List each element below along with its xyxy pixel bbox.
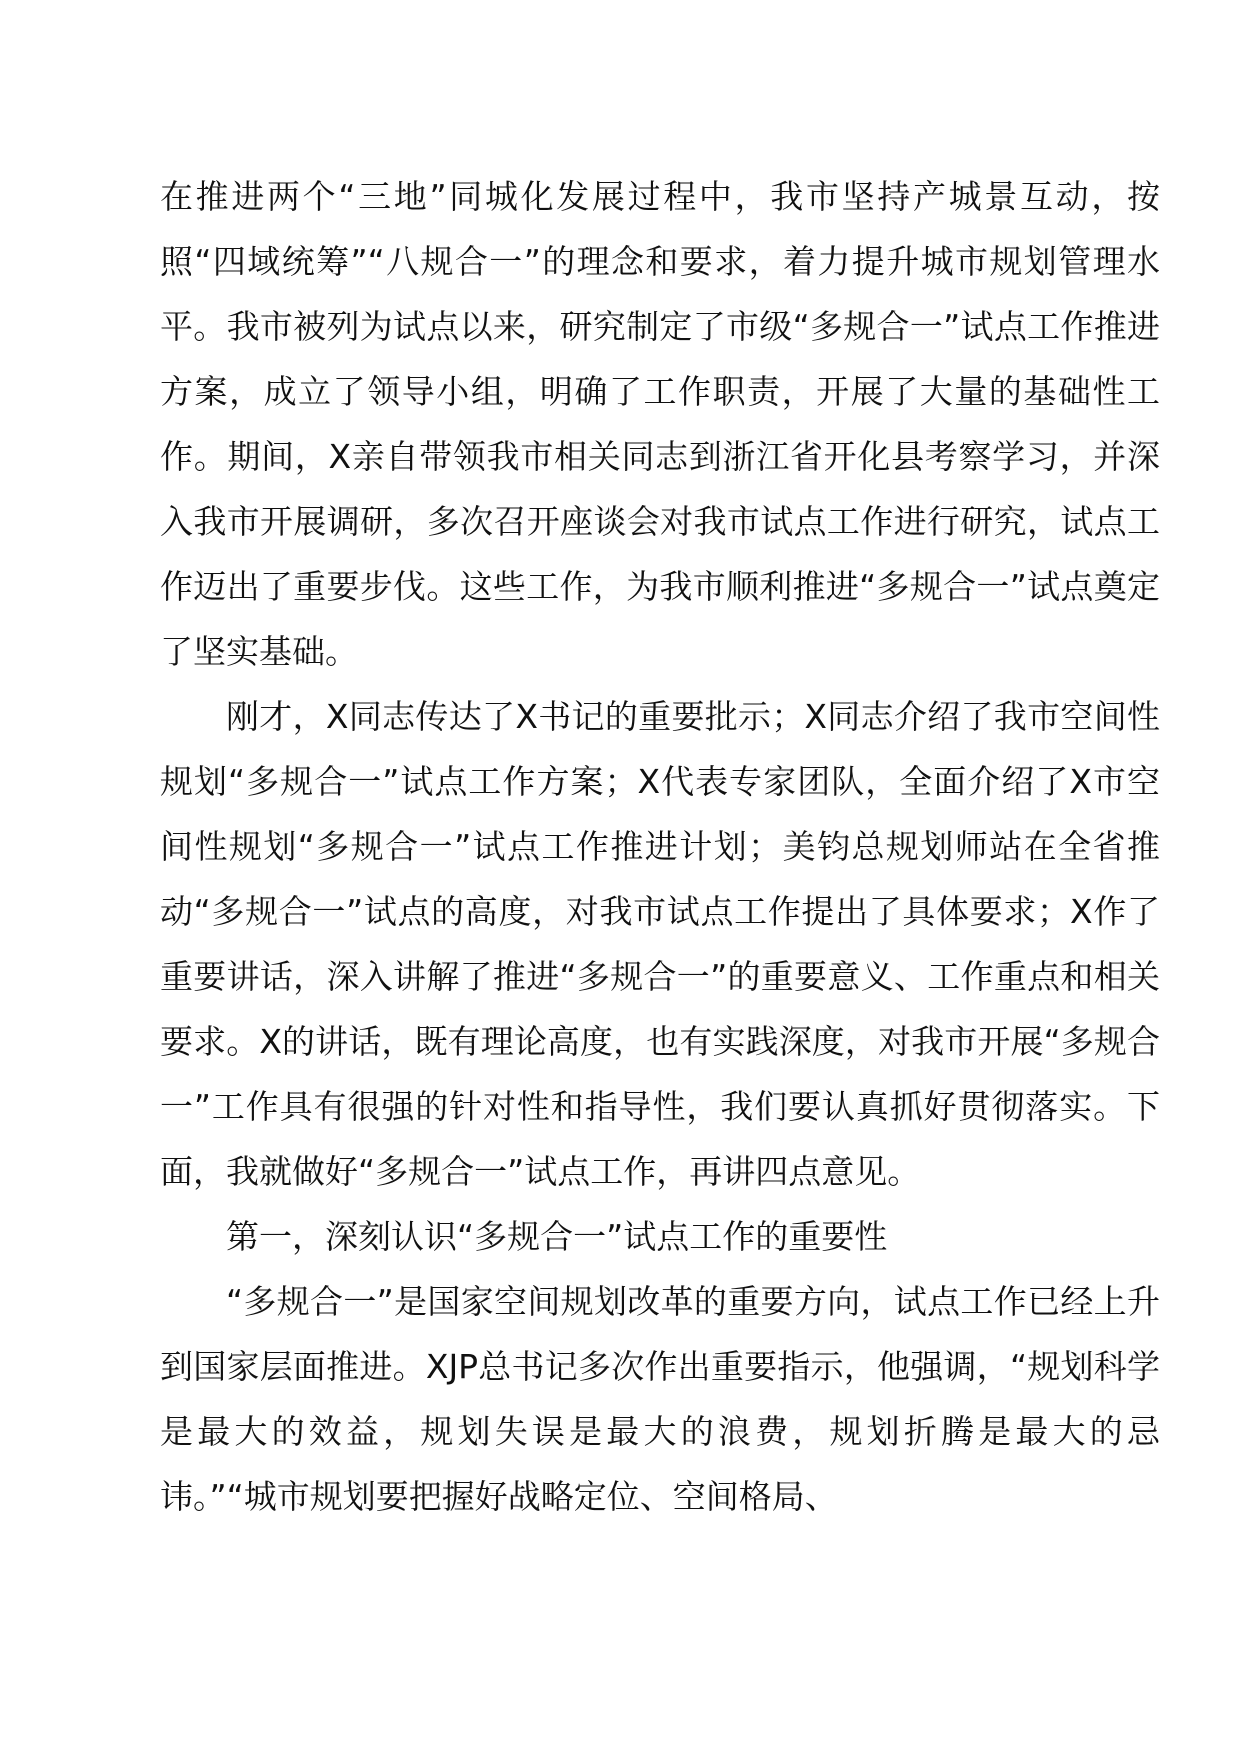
paragraph-continuation: 在推进两个“三地”同城化发展过程中，我市坚持产城景互动，按照“四域统筹”“八规合一”的理念和要求，着力提升城市规划管理水平。我市被列为试点以来，研究制定了市级“多规合一”试点工作推进方案，成立了领导小组，明确了工作职责，开展了大量的基础性工作。期间，X亲自带领我市相关同志到浙江省开化县考察学习，并深入我市开展调研，多次召开座谈会对我市试点工作进行研究，试点工作迈出了重要步伐。这些工作，为我市顺利推进“多规合一”试点奠定了坚实基础。 <box>160 177 1160 671</box>
document-body <box>160 164 1160 1529</box>
paragraph-summary: 刚才，X同志传达了X书记的重要批示；X同志介绍了我市空间性规划“多规合一”试点工作方案；X代表专家团队，全面介绍了X市空间性规划“多规合一”试点工作推进计划；美钧总规划师站在全省推动“多规合一”试点的高度，对我市试点工作提出了具体要求；X作了重要讲话，深入讲解了推进“多规合一”的重要意义、工作重点和相关要求。X的讲话，既有理论高度，也有实践深度，对我市开展“多规合一”工作具有很强的针对性和指导性，我们要认真抓好贯彻落实。下面，我就做好“多规合一”试点工作，再讲四点意见。 <box>160 697 1160 1191</box>
paragraph-body: “多规合一”是国家空间规划改革的重要方向，试点工作已经上升到国家层面推进。XJP总书记多次作出重要指示，他强调，“规划科学是最大的效益，规划失误是最大的浪费，规划折腾是最大的忌讳。”“城市规划要把握好战略定位、空间格局、 <box>160 1282 1160 1516</box>
section-heading: 第一，深刻认识“多规合一”试点工作的重要性 <box>226 1217 888 1256</box>
